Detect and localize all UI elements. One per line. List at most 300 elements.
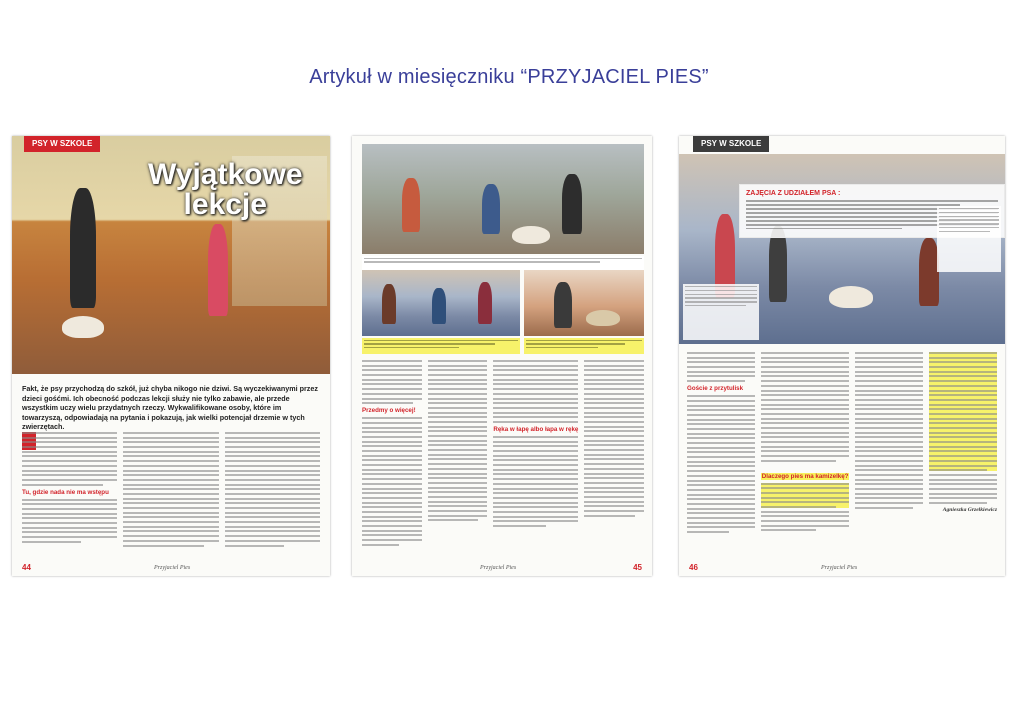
text-line — [746, 220, 960, 222]
text-line — [493, 393, 578, 395]
text-line — [687, 451, 755, 453]
magazine-page-46 — [679, 136, 1005, 576]
text-line — [493, 383, 578, 385]
text-line — [362, 544, 399, 546]
text-line — [362, 455, 422, 457]
text-line — [493, 483, 578, 485]
text-line — [687, 409, 755, 411]
text-line — [687, 428, 755, 430]
text-line — [746, 200, 998, 202]
text-line — [493, 398, 578, 400]
text-line — [584, 398, 644, 400]
text-line — [123, 521, 218, 523]
magazine-page-45 — [352, 136, 652, 576]
headline-line-2: lekcje — [183, 188, 267, 221]
text-line — [362, 436, 422, 438]
text-line — [584, 379, 644, 381]
text-line — [761, 422, 850, 424]
text-line — [225, 451, 320, 453]
text-line — [584, 487, 644, 489]
text-line — [225, 535, 320, 537]
text-line — [929, 469, 987, 471]
lesson-photo-left — [362, 270, 520, 336]
text-line — [939, 219, 999, 220]
text-line — [929, 432, 997, 434]
text-line — [225, 455, 320, 457]
text-line — [493, 525, 546, 527]
text-line — [526, 343, 625, 344]
text-line — [22, 517, 117, 519]
text-line — [855, 418, 923, 420]
text-line — [123, 526, 218, 528]
photo-caption — [362, 256, 644, 270]
text-line — [22, 531, 117, 533]
text-line — [22, 432, 117, 434]
text-line — [225, 432, 320, 434]
text-line — [855, 469, 923, 471]
text-line — [761, 413, 850, 415]
text-line — [929, 408, 997, 410]
text-line — [687, 517, 755, 519]
highlighted-passage — [761, 483, 850, 508]
text-line — [761, 436, 850, 438]
text-line — [493, 402, 578, 404]
text-line — [22, 503, 117, 505]
text-line — [362, 530, 422, 532]
text-line — [362, 473, 422, 475]
text-line — [746, 228, 902, 230]
text-line — [428, 468, 488, 470]
text-line — [428, 487, 488, 489]
text-line — [939, 223, 999, 224]
text-line — [939, 231, 990, 232]
text-line — [687, 512, 755, 514]
text-line — [687, 419, 755, 421]
text-line — [22, 499, 117, 501]
text-line — [493, 441, 578, 443]
text-line — [584, 440, 644, 442]
text-line — [225, 526, 320, 528]
text-line — [584, 468, 644, 470]
text-line — [584, 501, 644, 503]
text-line — [761, 366, 850, 368]
article-signature: Agnieszka Grzelkiewicz — [942, 506, 998, 513]
text-line — [855, 488, 923, 490]
text-line — [761, 511, 850, 513]
text-line — [22, 527, 117, 529]
text-line — [428, 430, 488, 432]
text-line — [761, 520, 850, 522]
text-line — [687, 531, 729, 533]
text-line — [855, 436, 923, 438]
text-line — [123, 530, 218, 532]
text-line — [687, 437, 755, 439]
article-subhead-highlighted: Dlaczego pies ma kamizelkę? — [761, 472, 849, 480]
text-line — [687, 352, 755, 354]
text-line — [428, 491, 488, 493]
text-line — [362, 539, 422, 541]
body-column — [855, 352, 923, 552]
text-line — [493, 497, 578, 499]
text-line — [526, 347, 598, 348]
text-line — [362, 525, 422, 527]
text-line — [123, 455, 218, 457]
activities-title: ZAJĘCIA Z UDZIAŁEM PSA : — [746, 190, 841, 197]
text-line — [493, 360, 578, 362]
text-line — [687, 465, 755, 467]
body-column — [225, 432, 320, 556]
text-line — [855, 422, 923, 424]
text-line — [225, 521, 320, 523]
text-line — [687, 405, 755, 407]
text-line — [929, 460, 997, 462]
text-line — [225, 507, 320, 509]
text-line — [225, 441, 320, 443]
text-line — [685, 297, 757, 298]
text-line — [123, 437, 218, 439]
text-line — [493, 365, 578, 367]
text-line — [362, 398, 422, 400]
text-line — [929, 479, 997, 481]
text-line — [362, 422, 422, 424]
text-line — [761, 408, 850, 410]
text-line — [362, 393, 422, 395]
text-line — [929, 366, 997, 368]
text-line — [493, 478, 578, 480]
text-line — [123, 502, 218, 504]
dog-figure — [62, 316, 104, 338]
text-line — [428, 402, 488, 404]
text-line — [428, 482, 488, 484]
text-line — [584, 388, 644, 390]
text-line — [123, 498, 218, 500]
article-subhead: Tu, gdzie nada nie ma wstępu — [22, 488, 109, 496]
text-line — [855, 460, 923, 462]
text-line — [225, 493, 320, 495]
text-line — [584, 496, 644, 498]
text-line — [584, 449, 644, 451]
text-line — [362, 497, 422, 499]
text-line — [929, 385, 997, 387]
text-line — [428, 444, 488, 446]
text-line — [685, 286, 757, 287]
text-line — [362, 441, 422, 443]
text-line — [687, 461, 755, 463]
text-line — [855, 399, 923, 401]
text-line — [929, 436, 997, 438]
text-line — [687, 522, 755, 524]
page-number: 44 — [22, 563, 31, 572]
text-line — [493, 502, 578, 504]
text-line — [22, 484, 103, 486]
text-line — [584, 383, 644, 385]
text-line — [22, 460, 117, 462]
text-line — [855, 507, 913, 509]
text-line — [761, 506, 836, 508]
text-line — [929, 488, 997, 490]
text-line — [761, 380, 850, 382]
text-line — [687, 375, 755, 377]
text-line — [123, 470, 218, 472]
text-line — [929, 357, 997, 359]
text-line — [428, 477, 488, 479]
body-column — [362, 360, 422, 556]
text-line — [687, 433, 755, 435]
text-line — [428, 407, 488, 409]
text-line — [493, 379, 578, 381]
text-line — [428, 388, 488, 390]
text-line — [761, 399, 850, 401]
text-line — [584, 360, 644, 362]
text-line — [584, 473, 644, 475]
text-line — [929, 502, 987, 504]
text-line — [123, 484, 218, 486]
text-line — [123, 493, 218, 495]
text-line — [855, 371, 923, 373]
text-line — [687, 494, 755, 496]
text-line — [428, 412, 488, 414]
text-line — [428, 510, 488, 512]
text-line — [761, 361, 850, 363]
text-line — [584, 369, 644, 371]
text-line — [929, 375, 997, 377]
text-line — [428, 463, 488, 465]
text-line — [428, 440, 488, 442]
text-line — [929, 390, 997, 392]
text-line — [428, 365, 488, 367]
text-line — [225, 530, 320, 532]
text-line — [428, 416, 488, 418]
text-line — [22, 479, 117, 481]
text-line — [584, 393, 644, 395]
text-line — [428, 435, 488, 437]
text-line — [929, 483, 997, 485]
text-line — [225, 488, 320, 490]
text-line — [362, 402, 413, 404]
text-line — [362, 369, 422, 371]
text-line — [123, 535, 218, 537]
text-line — [855, 385, 923, 387]
dog-figure — [512, 226, 550, 244]
magazine-name: Przyjaciel Pies — [480, 565, 517, 571]
article-subhead: Przedmy o więcej! — [362, 407, 416, 415]
body-column — [761, 352, 850, 552]
text-line — [761, 497, 850, 499]
text-line — [929, 361, 997, 363]
text-line — [687, 480, 755, 482]
text-line — [493, 488, 578, 490]
article-subhead: Ręka w łapę albo łapa w rękę — [493, 425, 579, 433]
text-line — [929, 455, 997, 457]
text-line — [362, 502, 422, 504]
text-line — [761, 357, 850, 359]
text-line — [855, 465, 923, 467]
text-line — [362, 483, 422, 485]
text-line — [428, 369, 488, 371]
text-line — [493, 459, 578, 461]
text-line — [428, 421, 488, 423]
text-line — [362, 388, 422, 390]
text-line — [929, 450, 997, 452]
teacher-figure — [70, 188, 96, 308]
text-line — [687, 526, 755, 528]
text-line — [855, 357, 923, 359]
text-line — [687, 357, 755, 359]
dog-figure — [829, 286, 873, 308]
text-line — [362, 511, 422, 513]
text-line — [362, 365, 422, 367]
text-line — [584, 505, 644, 507]
text-line — [929, 422, 997, 424]
text-line — [584, 444, 644, 446]
text-line — [22, 513, 117, 515]
text-line — [428, 458, 488, 460]
text-line — [225, 502, 320, 504]
page-title: Artykuł w miesięczniku “PRZYJACIEL PIES” — [309, 66, 709, 88]
page-number: 45 — [633, 563, 642, 572]
text-line — [123, 516, 218, 518]
headline-line-1: Wyjątkowe — [148, 158, 303, 191]
highlighted-passage — [929, 352, 997, 471]
text-line — [929, 352, 997, 354]
text-line — [584, 407, 644, 409]
article-lead: Fakt, że psy przychodzą do szkół, już chyba nikogo nie dziwi. Są wyczekiwanymi przez dzieci gośćmi. Ich obecność podczas lekcji służy nie tylko zabawie, ale przede wszystkim uczy wielu przydatnych rzeczy. Wykwalifikowane osoby, które im towarzyszą, odpowiadają na pytania i pokazują, jak wielki potencjał drzemie w tych zwierzętach. — [22, 384, 318, 432]
body-column-highlighted — [929, 352, 997, 552]
text-line — [687, 361, 755, 363]
text-line — [493, 516, 578, 518]
text-line — [225, 479, 320, 481]
text-line — [364, 343, 495, 344]
text-line — [225, 470, 320, 472]
text-line — [123, 540, 218, 542]
text-line — [428, 374, 488, 376]
text-line — [123, 460, 218, 462]
text-line — [687, 475, 755, 477]
section-tag: PSY W SZKOLE — [693, 136, 769, 152]
text-line — [584, 374, 644, 376]
photo-caption-highlighted — [362, 338, 520, 354]
text-line — [493, 455, 578, 457]
text-line — [687, 395, 755, 397]
text-line — [687, 484, 755, 486]
text-line — [493, 436, 578, 438]
text-line — [855, 375, 923, 377]
text-line — [584, 430, 644, 432]
text-line — [929, 413, 997, 415]
text-line — [929, 427, 997, 429]
text-line — [687, 470, 755, 472]
trainer-figure — [562, 174, 582, 234]
text-line — [687, 400, 755, 402]
text-line — [687, 442, 755, 444]
text-line — [929, 404, 997, 406]
photo-caption — [683, 284, 759, 340]
text-line — [123, 451, 218, 453]
text-line — [225, 512, 320, 514]
child-figure — [919, 238, 939, 306]
text-line — [761, 418, 850, 420]
child-figure — [382, 284, 396, 324]
text-line — [493, 492, 578, 494]
text-line — [428, 398, 488, 400]
text-line — [428, 454, 488, 456]
page-number: 46 — [689, 563, 698, 572]
text-line — [428, 360, 488, 362]
text-line — [687, 414, 755, 416]
text-line — [428, 393, 488, 395]
text-line — [362, 534, 422, 536]
text-line — [761, 404, 850, 406]
text-line — [225, 465, 320, 467]
text-line — [123, 507, 218, 509]
text-line — [22, 451, 117, 453]
text-line — [584, 454, 644, 456]
body-column — [584, 360, 644, 556]
text-line — [855, 427, 923, 429]
text-line — [123, 465, 218, 467]
text-line — [428, 519, 479, 521]
text-line — [761, 394, 850, 396]
text-line — [493, 506, 578, 508]
body-column — [687, 352, 755, 552]
text-line — [584, 412, 644, 414]
text-line — [855, 366, 923, 368]
text-line — [362, 374, 422, 376]
text-line — [761, 385, 850, 387]
text-line — [929, 371, 997, 373]
text-line — [685, 294, 757, 295]
text-line — [362, 427, 422, 429]
text-line — [761, 501, 850, 503]
child-figure — [432, 288, 446, 324]
text-line — [428, 449, 488, 451]
text-line — [362, 469, 422, 471]
text-line — [123, 474, 218, 476]
text-line — [855, 390, 923, 392]
text-line — [761, 375, 850, 377]
text-line — [225, 540, 320, 542]
text-line — [123, 545, 204, 547]
text-line — [364, 261, 600, 262]
dog-figure — [586, 310, 620, 326]
text-line — [584, 435, 644, 437]
text-line — [939, 227, 999, 228]
text-line — [428, 515, 488, 517]
text-line — [929, 465, 997, 467]
text-line — [855, 380, 923, 382]
text-line — [362, 506, 422, 508]
text-line — [493, 520, 578, 522]
text-line — [225, 460, 320, 462]
text-line — [493, 416, 578, 418]
text-line — [493, 407, 578, 409]
text-line — [855, 455, 923, 457]
text-line — [685, 305, 746, 306]
text-line — [761, 450, 850, 452]
text-line — [362, 516, 422, 518]
text-line — [761, 525, 850, 527]
article-subhead: Goście z przytulisk — [687, 385, 744, 393]
text-line — [22, 474, 117, 476]
text-line — [687, 366, 755, 368]
text-line — [687, 423, 755, 425]
text-line — [22, 522, 117, 524]
text-line — [584, 477, 644, 479]
text-line — [584, 458, 644, 460]
text-line — [362, 417, 422, 419]
text-line — [362, 488, 422, 490]
text-line — [362, 492, 422, 494]
